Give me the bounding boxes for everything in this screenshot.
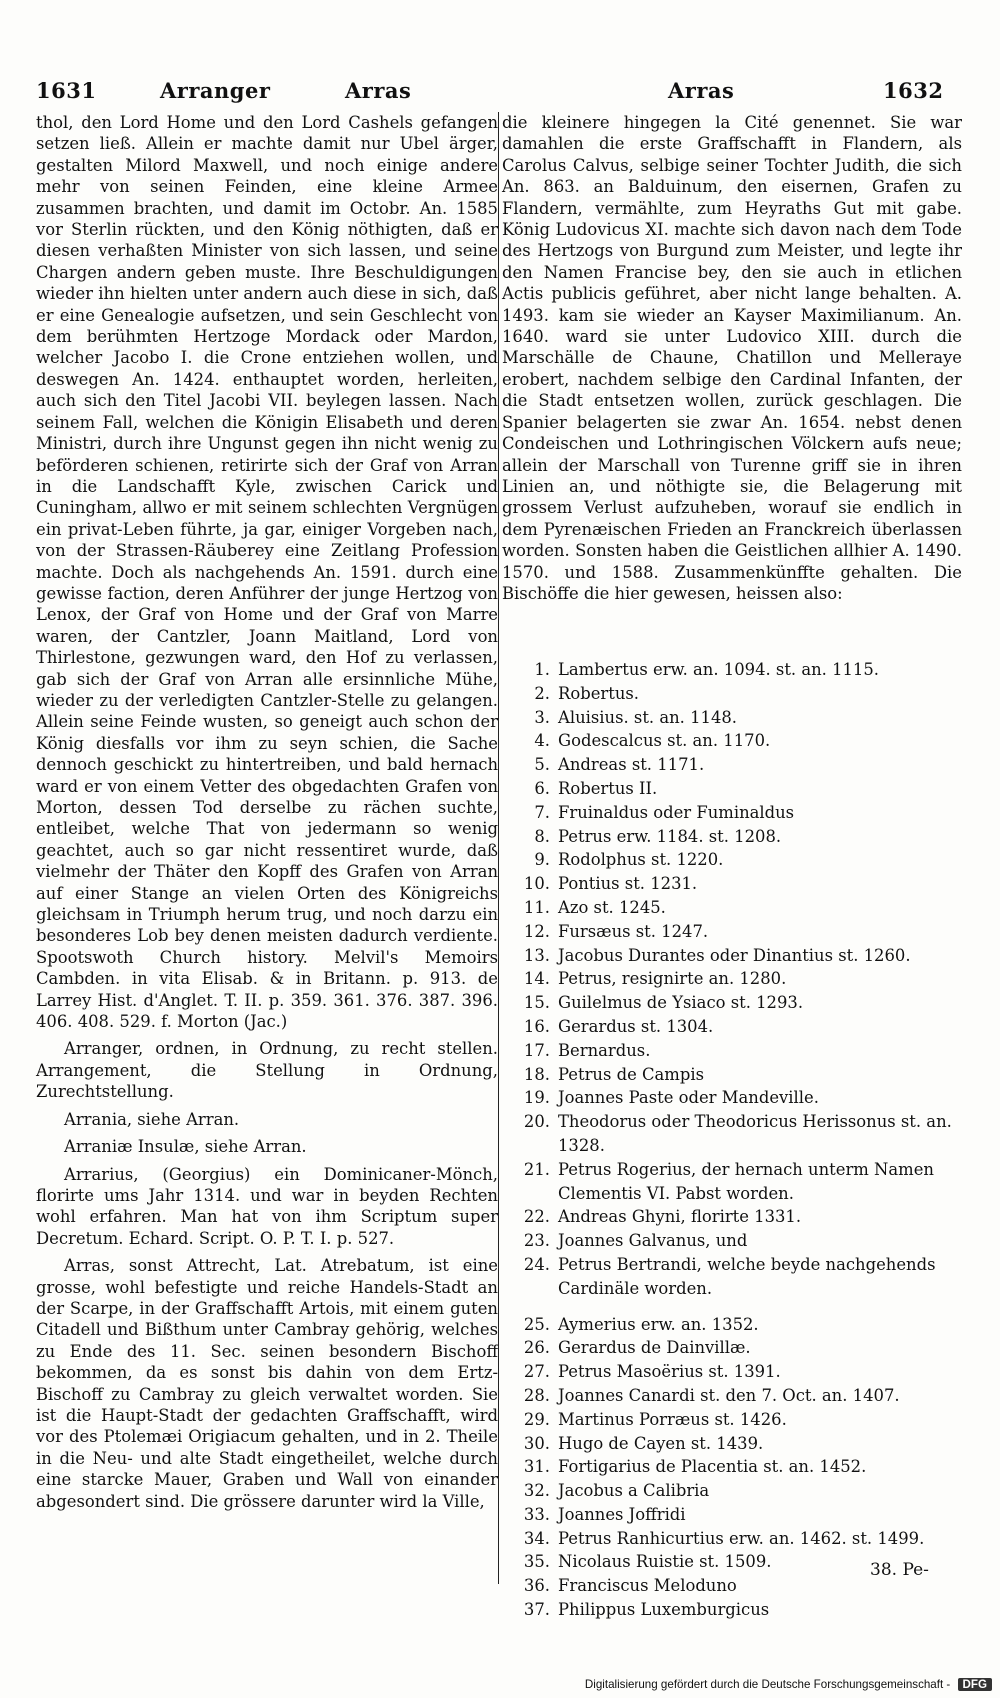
- bishop-name: Joannes Canardi st. den 7. Oct. an. 1407.: [558, 1385, 900, 1405]
- bishop-number: 16.: [523, 1016, 550, 1036]
- bishop-name: Joannes Joffridi: [558, 1504, 686, 1524]
- bishop-number: 14.: [523, 969, 550, 989]
- bishop-name: Petrus Rogerius, der hernach unterm Namen Clementis VI. Pabst worden.: [558, 1159, 934, 1203]
- bishop-name: Andreas st. 1171.: [558, 755, 705, 775]
- bishop-name: Gerardus de Dainvillæ.: [558, 1338, 751, 1358]
- paragraph-arras: Arras, sonst Attrecht, Lat. Atrebatum, ist eine grosse, wohl befestigte und reiche Handels-Stadt an der Scarpe, in der Graffschafft Artois, mit einem guten Citadell und Bißthum unter Cambray gehörig, welches zu Ende des 11. Sec. seinen besondern Bischoff bekommen, da es sonst bis dahin von dem Ertz-Bischoff zu Cambray zu gleich verwaltet worden. Sie ist die Haupt-Stadt der gedachten Graffschafft, wird vor des Ptolemæi Origiacum gehalten, und in 2. Theile in die Neu- und alte Stadt eingetheilet, welche durch eine starcke Mauer, Graben und Wall von einander abgesondert sind. Die grössere darunter wird la Ville,: [36, 1256, 498, 1511]
- bishop-number: 19.: [523, 1088, 550, 1108]
- bishop-list-item: [522, 706, 962, 730]
- bishop-list-item: [522, 1015, 962, 1039]
- bishop-list-item: [522, 872, 962, 896]
- bishop-list-item: [522, 1086, 962, 1110]
- paragraph-arrania: Arrania, siehe Arran.: [64, 1109, 240, 1129]
- bishop-number: 22.: [523, 1207, 550, 1227]
- bishop-list-item: [522, 1598, 962, 1622]
- list-gap: [522, 1301, 962, 1313]
- paragraph-arranger: Arranger, ordnen, in Ordnung, zu recht stellen. Arrangement, die Stellung in Ordnung, Zurechtstellung.: [36, 1039, 498, 1102]
- bishop-list-item: [522, 1313, 962, 1337]
- bishop-name: Pontius st. 1231.: [558, 874, 698, 894]
- left-column: [36, 112, 498, 1512]
- bishop-number: 28.: [523, 1385, 550, 1405]
- bishop-number: 33.: [523, 1504, 550, 1524]
- bishop-list-item: [522, 1384, 962, 1408]
- left-header-word-1: Arranger: [160, 78, 271, 103]
- bishop-list-item: [522, 991, 962, 1015]
- paragraph-arrarius: Arrarius, (Georgius) ein Dominicaner-Mönch, florirte ums Jahr 1314. und war in beyden Rechten wohl erfahren. Man hat von ihm Scriptum super Decretum. Echard. Script. O. P. T. I. p. 527.: [36, 1164, 498, 1248]
- bishop-name: Petrus erw. 1184. st. 1208.: [558, 826, 782, 846]
- bishop-list-item: [522, 1158, 962, 1206]
- bishop-name: Nicolaus Ruistie st. 1509.: [558, 1552, 772, 1572]
- catchword: 38. Pe-: [870, 1560, 929, 1580]
- bishop-number: 3.: [534, 707, 550, 727]
- bishop-name: Robertus.: [558, 683, 640, 703]
- bishop-number: 21.: [523, 1159, 550, 1179]
- bishop-name: Lambertus erw. an. 1094. st. an. 1115.: [558, 660, 880, 679]
- bishop-name: Andreas Ghyni, florirte 1331.: [558, 1207, 802, 1227]
- bishop-number: 7.: [534, 802, 550, 822]
- left-page-number: 1631: [36, 78, 97, 103]
- bishop-list-item: [522, 1408, 962, 1432]
- paragraph-arras-continued: die kleinere hingegen la Cité genennet. Sie war damahlen die erste Graffschafft in Flandern, als Carolus Calvus, selbige seiner Tochter Judith, die sich An. 863. an Balduinum, den eisernen, Grafen zu Flandern, vermählte, zum Heyraths Gut mit gabe. König Ludovicus XI. machte sich davon nach dem Tode des Hertzogs von Burgund zum Meister, und legte ihr den Namen Francise bey, den sie auch in etlichen Actis publicis geführet, aber nicht lange behalten. A. 1493. kam sie wieder an Kayser Maximilianum. An. 1640. ward sie unter Ludovico XIII. durch die Marschälle de Chaune, Chatillon und Melleraye erobert, nachdem selbige den Cardinal Infanten, der die Stadt entsetzen wollen, zurück geschlagen. Die Spanier belagerten sie zwar An. 1654. nebst denen Condeischen und Lothringischen Völckern aufs neue; allein der Marschall von Turenne griff sie in ihren Linien an, und nöthigte sie, die Belagerung mit grossem Verlust aufzuheben, worauf sie endlich in dem Pyrenæischen Frieden an Franckreich überlassen worden. Sonsten haben die Geistlichen allhier A. 1490. 1570. und 1588. Zusammenkünffte gehalten. Die Bischöffe die hier gewesen, heissen also:: [502, 113, 962, 603]
- bishop-list-item: [522, 1432, 962, 1456]
- bishop-number: 11.: [523, 897, 550, 917]
- bishop-name: Guilelmus de Ysiaco st. 1293.: [558, 993, 804, 1013]
- bishop-number: 24.: [523, 1254, 550, 1274]
- right-header-word: Arras: [668, 78, 735, 103]
- bishop-number: 9.: [534, 850, 550, 870]
- bishop-name: Petrus de Campis: [558, 1064, 704, 1084]
- paragraph-arraniae-insulae: Arraniæ Insulæ, siehe Arran.: [64, 1137, 307, 1157]
- bishop-list-item: [522, 777, 962, 801]
- bishop-list-item: [522, 1527, 962, 1551]
- bishop-name: Rodolphus st. 1220.: [558, 850, 724, 870]
- bishop-number: 32.: [523, 1481, 550, 1501]
- bishop-list-item: [522, 1205, 962, 1229]
- bishop-name: Joannes Paste oder Mandeville.: [558, 1088, 819, 1108]
- bishop-name: Bernardus.: [558, 1040, 651, 1060]
- bishop-number: 1.: [534, 660, 550, 679]
- bishop-list-item: [522, 1479, 962, 1503]
- bishop-name: Theodorus oder Theodoricus Herissonus st. an. 1328.: [558, 1112, 952, 1155]
- bishop-list-item: [522, 682, 962, 706]
- bishop-name: Petrus, resignirte an. 1280.: [558, 969, 787, 989]
- bishop-name: Robertus II.: [558, 778, 658, 798]
- bishop-number: 15.: [523, 993, 550, 1013]
- bishop-name: Fortigarius de Placentia st. an. 1452.: [558, 1457, 867, 1477]
- bishop-list-item: [522, 848, 962, 872]
- bishop-name: Petrus Masoërius st. 1391.: [558, 1362, 781, 1382]
- bishop-list-item: [522, 1110, 962, 1158]
- bishop-number: 10.: [523, 874, 550, 894]
- bishop-number: 25.: [523, 1314, 550, 1334]
- bishop-name: Hugo de Cayen st. 1439.: [558, 1433, 764, 1453]
- footer-credit: [0, 1678, 1000, 1698]
- bishop-number: 35.: [523, 1552, 550, 1572]
- bishop-number: 36.: [523, 1576, 550, 1596]
- bishop-name: Aluisius. st. an. 1148.: [558, 707, 738, 727]
- bishop-number: 29.: [523, 1409, 550, 1429]
- bishop-name: Jacobus Durantes oder Dinantius st. 1260.: [558, 945, 911, 965]
- bishop-name: Gerardus st. 1304.: [558, 1016, 714, 1036]
- paragraph-arran-continued: thol, den Lord Home und den Lord Cashels gefangen setzen ließ. Allein er machte damit nur Ubel ärger, gestalten Milord Maxwell, und noch einige andere mehr von seinen Feinden, eine kleine Armee zusammen brachten, und damit im Octobr. An. 1585 vor Sterlin rückten, und den König nöthigten, daß er diesen verhaßten Minister von sich lassen, und seine Chargen andern geben muste. Ihre Beschuldigungen wieder ihn hielten unter andern auch diese in sich, daß er eine Genealogie aufsetzen, und sein Geschlecht von dem berühmten Hertzoge Mordack oder Mardon, welcher Jacobo I. die Crone entziehen wollen, und deswegen An. 1424. enthauptet worden, herleiten, auch sich den Titel Jacobi VII. beylegen lassen. Nach seinem Fall, welchen die Königin Elisabeth und deren Ministri, durch ihre Ungunst gegen ihn nicht wenig zu beförderen schienen, retirirte sich der Graf von Arran in die Landschafft Kyle, zwischen Carick und Cuningham, allwo er mit seinem schlechten Vergnügen ein privat-Leben führte, ja gar, einiger Vorgeben nach, von der Strassen-Räuberey eine Zeitlang Profession machte. Doch als nachgehends An. 1591. durch eine gewisse faction, deren Anführer der junge Hertzog von Lenox, der Graf von Home und der Graf von Marre waren, der Cantzler, Joann Maitland, Lord von Thirlestone, gezwungen ward, den Hof zu verlassen, gab sich der Graf von Arran alle ersinnliche Mühe, wieder zu der verledigten Cantzler-Stelle zu gelangen. Allein seine Feinde wusten, so geneigt auch schon der König diesfalls vor ihm zu seyn schien, die Sache dennoch geschickt zu hintertreiben, und bald hernach ward er von einem Vetter des obgedachten Grafen von Morton, dessen Tod derselbe zu rächen suchte, entleibet, welche That von jedermann so wenig geachtet, auch so gar nicht ressentiret wurde, daß vielmehr der Thäter den Kopff des Grafen von Arran auf einer Stange an vielen Orten des Königreichs gleichsam in Triumph herum trug, und noch darzu ein besonderes Lob bey denen meisten dadurch verdiente. Spootswoth Church history. Melvil's Memoirs Cambden. in vita Elisab. & in Britann. p. 913. de Larrey Hist. d'Anglet. T. II. p. 359. 361. 376. 387. 396. 406. 408. 529. f. Morton (Jac.): [36, 113, 498, 1032]
- bishop-name: Fruinaldus oder Fuminaldus: [558, 802, 795, 822]
- bishop-list-item: [522, 1229, 962, 1253]
- bishop-number: 37.: [523, 1600, 550, 1620]
- bishop-number: 34.: [523, 1528, 550, 1548]
- bishop-number: 4.: [534, 731, 550, 751]
- bishop-number: 8.: [534, 826, 550, 846]
- bishop-number: 18.: [523, 1064, 550, 1084]
- bishop-list-item: [522, 658, 962, 682]
- bishop-list-item: [522, 753, 962, 777]
- bishop-list-item: [522, 1503, 962, 1527]
- column-divider: [498, 112, 499, 1584]
- bishop-list-item: [522, 1455, 962, 1479]
- bishop-number: 6.: [534, 778, 550, 798]
- bishop-list-item: [522, 967, 962, 991]
- bishop-name: Franciscus Meloduno: [558, 1576, 737, 1596]
- bishop-name: Godescalcus st. an. 1170.: [558, 731, 771, 751]
- bishop-list: [522, 658, 962, 1622]
- bishop-list-item: [522, 896, 962, 920]
- bishop-number: 17.: [523, 1040, 550, 1060]
- bishop-name: Fursæus st. 1247.: [558, 921, 709, 941]
- bishop-list-item: [522, 1360, 962, 1384]
- bishop-name: Petrus Ranhicurtius erw. an. 1462. st. 1499.: [558, 1528, 925, 1548]
- bishop-number: 20.: [523, 1112, 550, 1132]
- bishop-number: 2.: [534, 683, 550, 703]
- bishop-number: 13.: [523, 945, 550, 965]
- bishop-name: Aymerius erw. an. 1352.: [558, 1314, 759, 1334]
- left-header-word-2: Arras: [345, 78, 412, 103]
- bishop-list-item: [522, 1039, 962, 1063]
- bishop-list-item: [522, 1253, 962, 1301]
- bishop-name: Joannes Galvanus, und: [558, 1231, 748, 1251]
- bishop-name: Petrus Bertrandi, welche beyde nachgehends Cardinäle worden.: [558, 1254, 936, 1298]
- bishop-number: 31.: [523, 1457, 550, 1477]
- footer-text: Digitalisierung gefördert durch die Deutsche Forschungsgemeinschaft -: [584, 1678, 951, 1691]
- bishop-list-item: [522, 801, 962, 825]
- right-column: [502, 112, 962, 604]
- bishop-name: Philippus Luxemburgicus: [558, 1600, 770, 1620]
- bishop-number: 5.: [534, 755, 550, 775]
- bishop-number: 30.: [523, 1433, 550, 1453]
- dfg-logo: DFG: [958, 1678, 992, 1691]
- bishop-number: 26.: [523, 1338, 550, 1358]
- bishop-name: Jacobus a Calibria: [558, 1481, 710, 1501]
- bishop-name: Martinus Porræus st. 1426.: [558, 1409, 787, 1429]
- bishop-list-item: [522, 1336, 962, 1360]
- bishop-list-item: [522, 944, 962, 968]
- bishop-number: 23.: [523, 1231, 550, 1251]
- bishop-list-item: [522, 1063, 962, 1087]
- bishop-number: 27.: [523, 1362, 550, 1382]
- bishop-list-item: [522, 920, 962, 944]
- bishop-list-item: [522, 729, 962, 753]
- bishop-list-item: [522, 825, 962, 849]
- bishop-name: Azo st. 1245.: [558, 897, 666, 917]
- right-page-number: 1632: [883, 78, 944, 103]
- bishop-number: 12.: [523, 921, 550, 941]
